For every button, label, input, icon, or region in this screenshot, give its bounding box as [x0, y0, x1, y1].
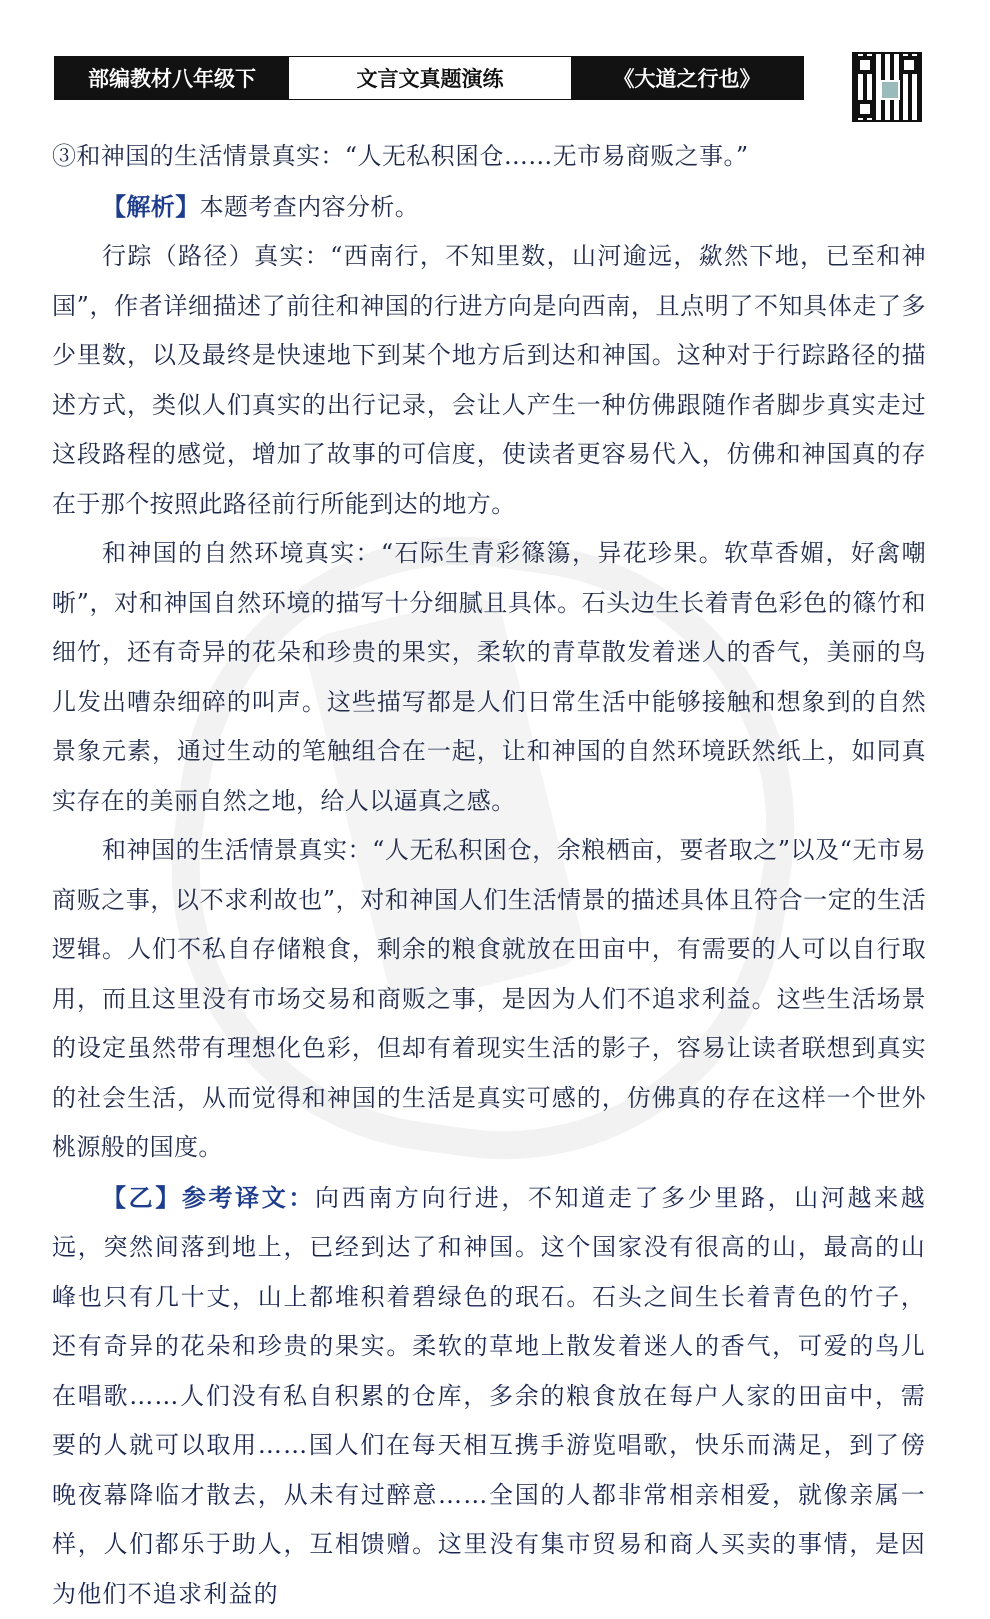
analysis-tag: 【解析】 [102, 192, 200, 221]
qr-code-icon[interactable] [852, 52, 922, 122]
analysis-route-paragraph: 行踪（路径）真实：“西南行，不知里数，山河逾远，歘然下地，已至和神国”，作者详细描述了前往和神国的行进方向是向西南，且点明了不知具体走了多少里数，以及最终是快速地下到某个地方后到达和神国。这种对于行踪路径的描述方式，类似人们真实的出行记录，会让人产生一种仿佛跟随作者脚步真实走过这段路程的感觉，增加了故事的可信度，使读者更容易代入，仿佛和神国真的存在于那个按照此路径前行所能到达的地方。 [52, 232, 926, 529]
translation-tag: 参考译文： [182, 1183, 315, 1212]
header-lesson: 《大道之行也》 [571, 57, 803, 99]
analysis-text: 本题考查内容分析。 [200, 193, 420, 221]
qr-finder-icon [856, 100, 874, 118]
header-section: 文言文真题演练 [289, 57, 571, 99]
header-grade: 部编教材八年级下 [55, 57, 289, 99]
analysis-nature-paragraph: 和神国的自然环境真实：“石际生青彩篠簜，异花珍果。软草香媚，好禽嘲哳”，对和神国自然环境的描写十分细腻且具体。石头边生长着青色彩色的篠竹和细竹，还有奇异的花朵和珍贵的果实，柔软的青草散发着迷人的香气，美丽的鸟儿发出嘈杂细碎的叫声。这些描写都是人们日常生活中能够接触和想象到的自然景象元素，通过生动的笔触组合在一起，让和神国的自然环境跃然纸上，如同真实存在的美丽自然之地，给人以逼真之感。 [52, 529, 926, 826]
analysis-life-paragraph: 和神国的生活情景真实：“人无私积囷仓，余粮栖亩，要者取之”以及“无市易商贩之事，以不求利故也”，对和神国人们生活情景的描述具体且符合一定的生活逻辑。人们不私自存储粮食，剩余的粮食就放在田亩中，有需要的人可以自行取用，而且这里没有市场交易和商贩之事，是因为人们不追求利益。这些生活场景的设定虽然带有理想化色彩，但却有着现实生活的影子，容易让读者联想到真实的社会生活，从而觉得和神国的生活是真实可感的，仿佛真的存在这样一个世外桃源般的国度。 [52, 826, 926, 1173]
translation-paragraph [52, 1173, 926, 1619]
qr-finder-icon [856, 56, 874, 74]
analysis-heading [52, 182, 926, 233]
header-bar [54, 56, 804, 100]
qr-finder-icon [900, 56, 918, 74]
qr-logo-icon [880, 80, 900, 100]
document-body [52, 132, 926, 1619]
translation-text: 向西南方向行进，不知道走了多少里路，山河越来越远，突然间落到地上，已经到达了和神国。这个国家没有很高的山，最高的山峰也只有几十丈，山上都堆积着碧绿色的珉石。石头之间生长着青色的竹子，还有奇异的花朵和珍贵的果实。柔软的草地上散发着迷人的香气，可爱的鸟儿在唱歌……人们没有私自积累的仓库，多余的粮食放在每户人家的田亩中，需要的人就可以取用……国人们在每天相互携手游览唱歌，快乐而满足，到了傍晚夜幕降临才散去，从未有过醉意……全国的人都非常相亲相爱，就像亲属一样，人们都乐于助人，互相馈赠。这里没有集市贸易和商人买卖的事情，是因为他们不追求利益的 [52, 1184, 926, 1608]
translation-label: 【乙】 [102, 1183, 182, 1212]
answer-item-3: ③和神国的生活情景真实：“人无私积囷仓……无市易商贩之事。” [52, 132, 926, 182]
